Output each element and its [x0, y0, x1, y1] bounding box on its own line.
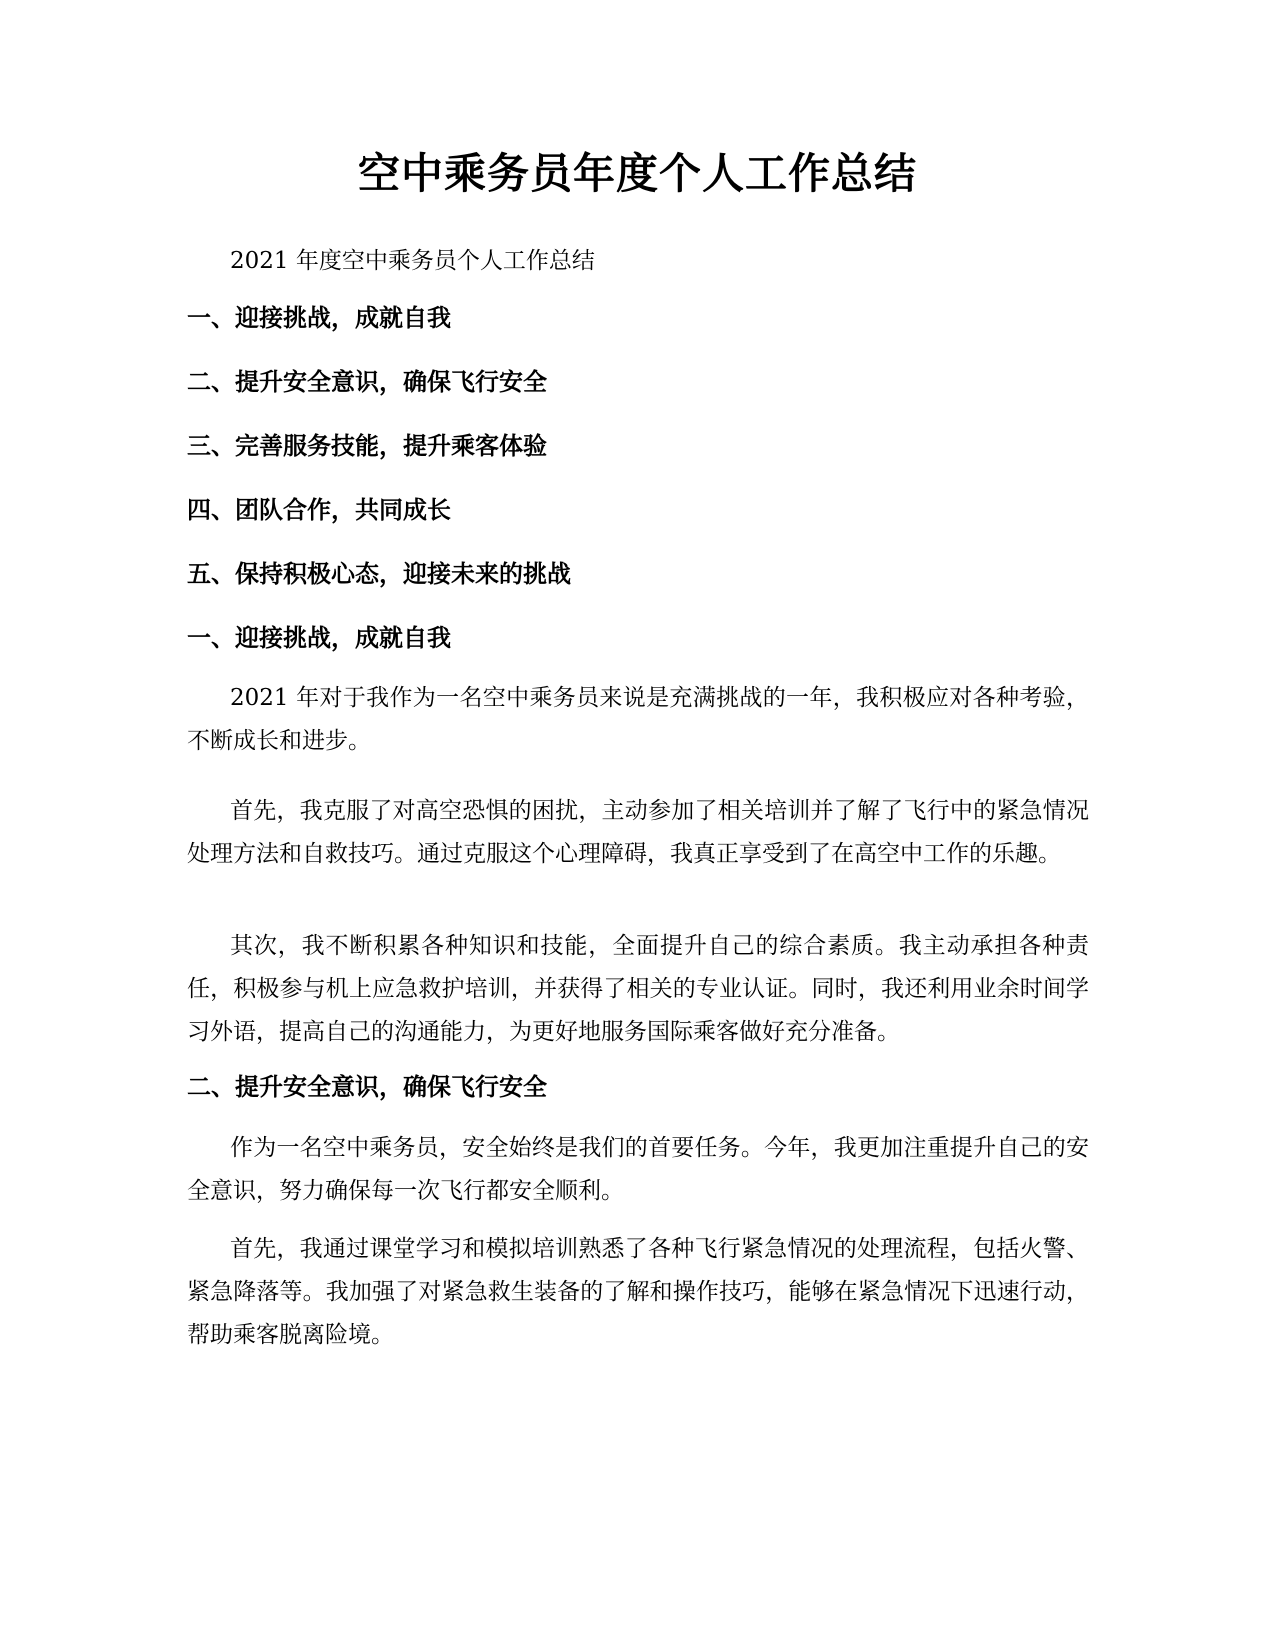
section-2-paragraph-2: 首先，我通过课堂学习和模拟培训熟悉了各种飞行紧急情况的处理流程，包括火警、紧急降落等。我加强了对紧急救生装备的了解和操作技巧，能够在紧急情况下迅速行动，帮助乘客脱离险境。 — [187, 1236, 1089, 1348]
toc-item-3: 三、完善服务技能，提升乘客体验 — [187, 432, 547, 460]
toc-item-4: 四、团队合作，共同成长 — [187, 496, 451, 524]
section-1-paragraph-1: 2021 年对于我作为一名空中乘务员来说是充满挑战的一年，我积极应对各种考验，不断成长和进步。 — [187, 685, 1089, 754]
toc-item-2: 二、提升安全意识，确保飞行安全 — [187, 368, 547, 396]
section-2-paragraph-1: 作为一名空中乘务员，安全始终是我们的首要任务。今年，我更加注重提升自己的安全意识，努力确保每一次飞行都安全顺利。 — [187, 1135, 1089, 1204]
section-1-paragraph-2: 首先，我克服了对高空恐惧的困扰，主动参加了相关培训并了解了飞行中的紧急情况处理方法和自救技巧。通过克服这个心理障碍，我真正享受到了在高空中工作的乐趣。 — [187, 798, 1089, 867]
toc-item-5: 五、保持积极心态，迎接未来的挑战 — [187, 560, 571, 588]
section-2-heading: 二、提升安全意识，确保飞行安全 — [187, 1073, 547, 1101]
section-1-heading: 一、迎接挑战，成就自我 — [187, 624, 451, 652]
document-title: 空中乘务员年度个人工作总结 — [357, 149, 917, 198]
section-1-paragraph-3: 其次，我不断积累各种知识和技能，全面提升自己的综合素质。我主动承担各种责任，积极参与机上应急救护培训，并获得了相关的专业认证。同时，我还利用业余时间学习外语，提高自己的沟通能力，为更好地服务国际乘客做好充分准备。 — [187, 933, 1089, 1045]
document-subtitle: 2021 年度空中乘务员个人工作总结 — [230, 248, 595, 274]
toc-item-1: 一、迎接挑战，成就自我 — [187, 304, 451, 332]
